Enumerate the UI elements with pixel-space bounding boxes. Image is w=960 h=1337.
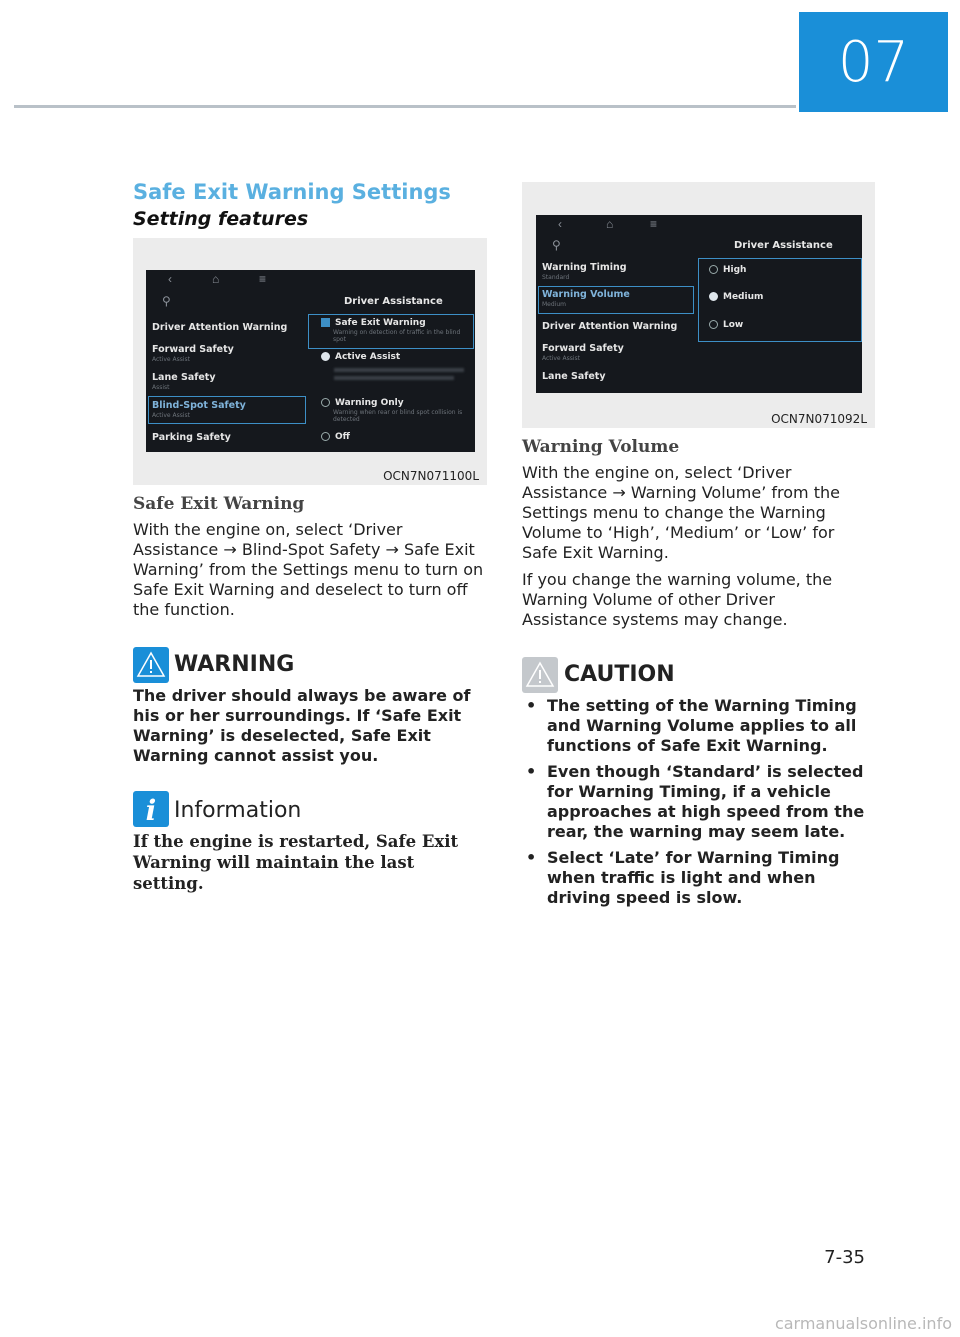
screen-title: Driver Assistance [344,296,443,307]
screen-nav-bar [146,270,475,290]
caution-list [522,696,878,914]
screen-title: Driver Assistance [734,240,833,251]
menu-item-driver-attention[interactable]: Driver Attention Warning [542,321,678,332]
radio-icon[interactable] [321,398,330,407]
menu-icon[interactable]: ≡ [259,272,267,286]
list-item: • Even though ‘Standard’ is selected for Warning Timing, if a vehicle approaches at high speed from the rear, the warning may seem late. [522,762,878,842]
radio-icon[interactable] [709,320,718,329]
menu-item-forward-safety[interactable]: Forward Safety Active Assist [152,344,234,363]
information-text: If the engine is restarted, Safe Exit Warning will maintain the last setting. [133,832,459,893]
heading-warning-volume: Warning Volume [522,437,680,457]
warning-title: WARNING [174,652,295,677]
watermark[interactable]: carmanualsonline.info [774,1314,952,1333]
figure-warning-volume-settings [522,182,875,428]
radio-icon[interactable] [709,265,718,274]
warning-icon [133,647,169,683]
menu-item-driver-attention[interactable]: Driver Attention Warning [152,322,288,333]
menu-item-blind-spot-safety[interactable]: Blind-Spot Safety Active Assist [152,400,246,419]
menu-item-lane-safety[interactable]: Lane Safety Assist [152,372,216,391]
blurred-text [334,368,464,372]
header-rule [14,105,796,108]
menu-item-parking-safety[interactable]: Parking Safety [152,432,231,443]
menu-icon[interactable]: ≡ [650,217,658,231]
home-icon[interactable]: ⌂ [212,272,220,286]
infotainment-screen [536,215,862,393]
figure-blind-spot-settings [133,238,487,485]
option-warning-only[interactable]: Warning Only Warning when rear or blind spot collision is detected [321,398,475,423]
list-item: • Select ‘Late’ for Warning Timing when traffic is light and when driving speed is slow. [522,848,878,908]
svg-text:i: i [145,794,157,827]
option-high[interactable]: High [709,265,746,275]
figure-code: OCN7N071100L [383,469,479,483]
information-icon [133,791,169,827]
option-active-assist[interactable]: Active Assist [321,352,400,362]
warning-text: The driver should always be aware of his or her surroundings. If ‘Safe Exit Warning’ is deselected, Safe Exit Warning cannot assist you. [133,686,471,765]
blurred-text [334,376,454,380]
search-icon[interactable]: ⚲ [552,238,561,252]
heading-safe-exit-warning: Safe Exit Warning [133,494,305,514]
menu-item-warning-timing[interactable]: Warning Timing Standard [542,262,627,281]
information-title: Information [174,798,302,823]
page-number: 7-35 [824,1247,865,1268]
sub-title: Setting features [133,208,309,230]
caution-icon [522,657,558,693]
radio-icon[interactable] [321,352,330,361]
option-off[interactable]: Off [321,432,350,442]
menu-item-warning-volume[interactable]: Warning Volume Medium [542,289,630,308]
option-medium[interactable]: Medium [709,292,763,302]
section-title: Safe Exit Warning Settings [133,180,451,204]
list-item: • The setting of the Warning Timing and Warning Volume applies to all functions of Safe Exit Warning. [522,696,878,756]
figure-code: OCN7N071092L [771,412,867,426]
caution-title: CAUTION [564,662,675,687]
menu-item-forward-safety[interactable]: Forward Safety Active Assist [542,343,624,362]
option-safe-exit-warning[interactable]: Safe Exit Warning Warning on detection of traffic in the blind spot [321,318,475,343]
radio-icon[interactable] [321,432,330,441]
option-low[interactable]: Low [709,320,743,330]
infotainment-screen [146,270,475,452]
checkbox-icon[interactable] [321,318,330,327]
menu-item-lane-safety[interactable]: Lane Safety [542,371,606,382]
body-safe-exit-warning: With the engine on, select ‘Driver Assistance → Blind-Spot Safety → Safe Exit Warning’ from the Settings menu to turn on Safe Exit Warning and deselect to turn off the function. [133,520,484,619]
radio-icon[interactable] [709,292,718,301]
back-icon[interactable]: ‹ [558,217,562,231]
back-icon[interactable]: ‹ [168,272,172,286]
search-icon[interactable]: ⚲ [162,294,171,308]
screen-nav-bar [536,215,862,235]
body-warning-volume: With the engine on, select ‘Driver Assistance → Warning Volume’ from the Settings menu to change the Warning Volume to ‘High’, ‘Medium’ or ‘Low’ for Safe Exit Warning. If you change the warning volume, the Warning Volume of other Driver Assistance systems may change. [522,463,840,629]
chapter-tab: 07 [799,12,948,112]
home-icon[interactable]: ⌂ [606,217,614,231]
